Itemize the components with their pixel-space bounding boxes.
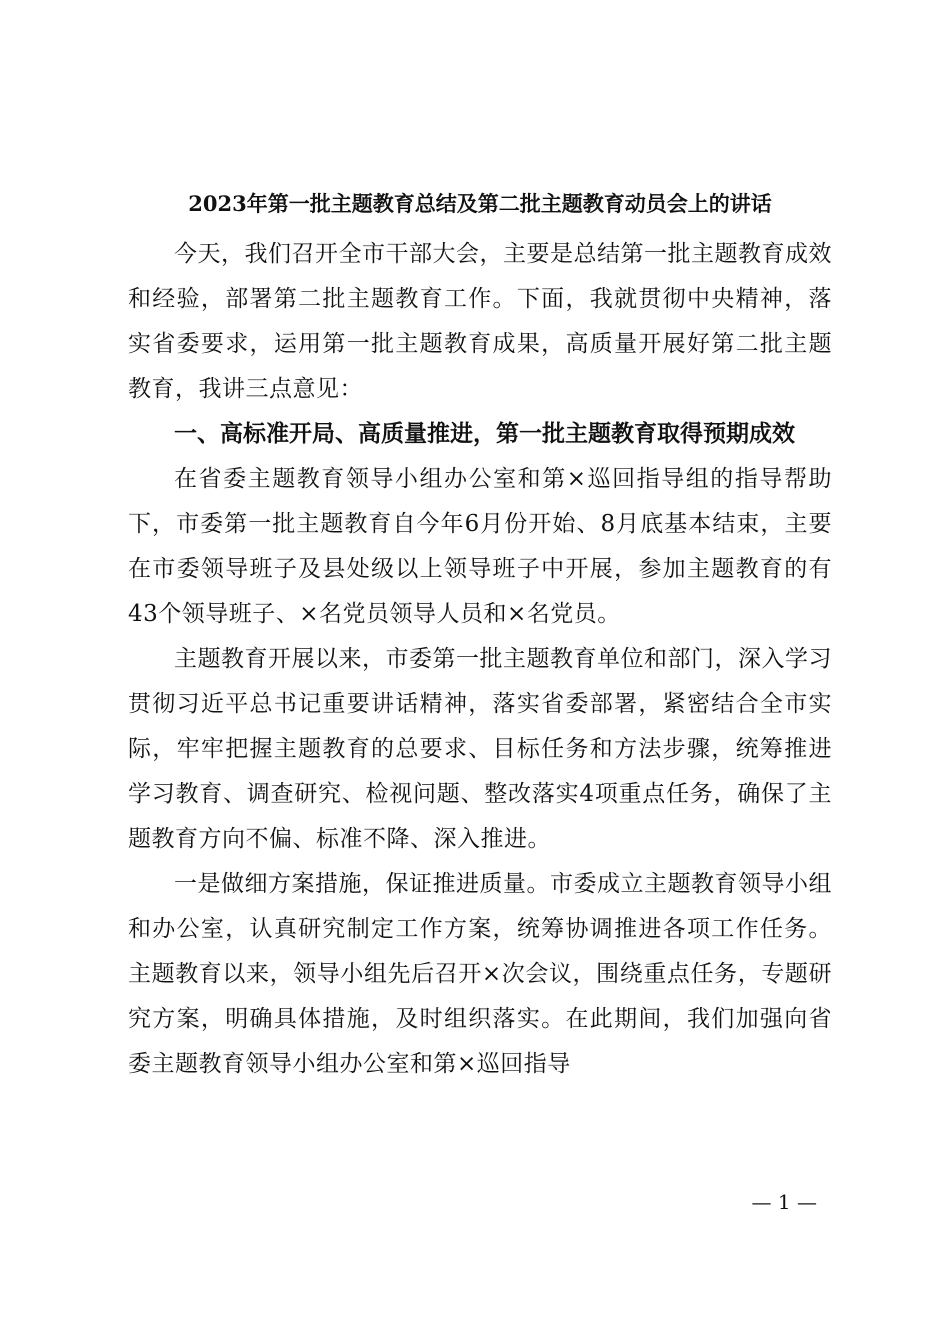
intro-paragraph: 今天，我们召开全市干部大会，主要是总结第一批主题教育成效和经验，部署第二批主题教育工作。下面，我就贯彻中央精神，落实省委要求，运用第一批主题教育成果，高质量开展好第二批主题教育，我讲三点意见： xyxy=(128,241,832,402)
section-heading-1: 一、高标准开局、高质量推进，第一批主题教育取得预期成效 xyxy=(174,421,795,447)
body-paragraph-3: 一是做细方案措施，保证推进质量。市委成立主题教育领导小组和办公室，认真研究制定工作方案，统筹协调推进各项工作任务。主题教育以来，领导小组先后召开×次会议，围绕重点任务，专题研究方案，明确具体措施，及时组织落实。在此期间，我们加强向省委主题教育领导小组办公室和第×巡回指导 xyxy=(128,871,832,1077)
body-paragraph-1: 在省委主题教育领导小组办公室和第×巡回指导组的指导帮助下，市委第一批主题教育自今年6月份开始、8月底基本结束，主要在市委领导班子及县处级以上领导班子中开展，参加主题教育的有43个领导班子、×名党员领导人员和×名党员。 xyxy=(128,466,832,627)
document-title: 2023年第一批主题教育总结及第二批主题教育动员会上的讲话 xyxy=(188,191,772,216)
page-number: — 1 — xyxy=(751,1190,817,1214)
body-paragraph-2: 主题教育开展以来，市委第一批主题教育单位和部门，深入学习贯彻习近平总书记重要讲话精神，落实省委部署，紧密结合全市实际，牢牢把握主题教育的总要求、目标任务和方法步骤，统筹推进学习教育、调查研究、检视问题、整改落实4项重点任务，确保了主题教育方向不偏、标准不降、深入推进。 xyxy=(128,646,832,852)
document-body xyxy=(128,232,832,1087)
